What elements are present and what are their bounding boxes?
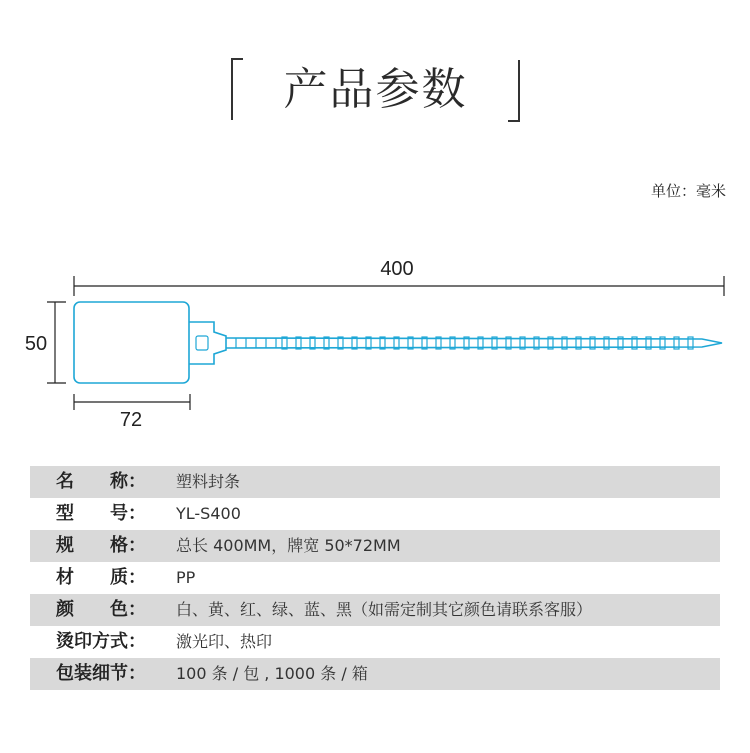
spec-row-name [30,466,720,498]
spec-value: 100 条 / 包 , 1000 条 / 箱 [176,664,368,683]
length-dimension [74,258,724,296]
spec-label: 规 格： [56,535,146,556]
length-label: 400 [380,258,414,280]
spec-row-material [30,562,720,594]
spec-label: 材 质： [56,567,146,588]
spec-value: 激光印、热印 [176,632,273,651]
spec-value: PP [176,568,196,587]
seal-tag [74,302,189,383]
page-title: 产品参数 [283,64,468,115]
seal-dimension-diagram [0,240,750,440]
spec-row-color [30,594,720,626]
spec-row-size [30,530,720,562]
spec-label: 颜 色： [56,599,146,620]
spec-value: YL-S400 [176,504,241,523]
height-dimension [25,302,66,383]
height-label: 50 [24,333,48,355]
spec-row-printing [30,626,720,658]
spec-label: 名 称： [56,471,146,492]
spec-table [30,466,720,690]
unit-label: 单位：毫米 [650,182,726,200]
width-label: 72 [119,409,143,431]
title-bracket-right [508,60,520,122]
spec-label: 包装细节： [56,663,146,684]
seal-strap [226,338,722,348]
plastic-seal-illustration [74,302,722,383]
spec-label: 烫印方式： [56,631,146,652]
width-dimension [74,394,190,431]
spec-value: 总长 400MM，牌宽 50*72MM [176,536,401,555]
spec-label: 型 号： [56,503,146,524]
spec-value: 白、黄、红、绿、蓝、黑（如需定制其它颜色请联系客服） [176,600,593,619]
spec-row-model [30,498,720,530]
spec-value: 塑料封条 [176,472,241,491]
title-block [0,0,750,130]
spec-row-packaging [30,658,720,690]
